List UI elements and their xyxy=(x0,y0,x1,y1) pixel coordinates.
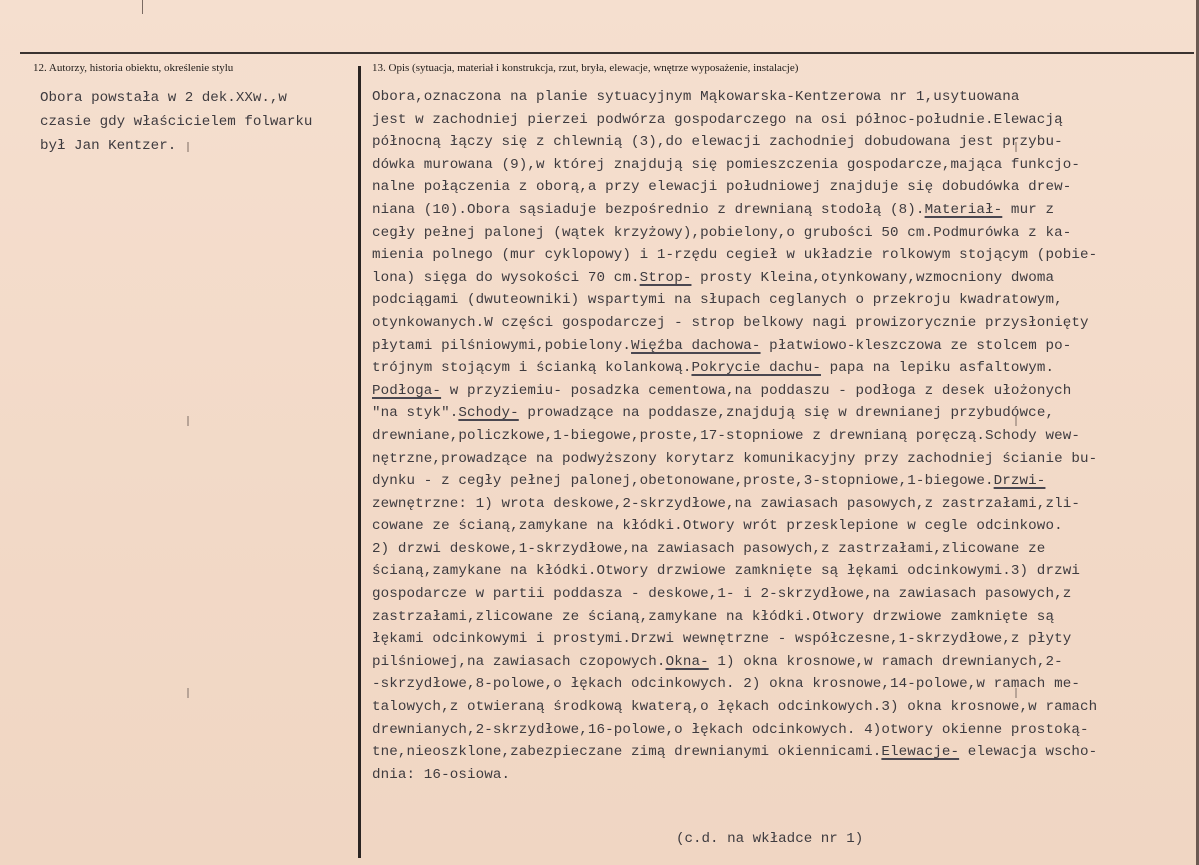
text-segment: pilśniowej,na zawiasach czopowych. xyxy=(372,653,666,670)
text-segment: podciągami (dwuteowniki) wspartymi na słupach ceglanych o przekroju kwadratowym, xyxy=(372,292,1063,309)
text-line: Obora powstała w 2 dek.XXw.,w xyxy=(40,90,287,106)
text-segment: trójnym stojącym i ścianką kolankową. xyxy=(372,360,692,377)
text-line: był Jan Kentzer. xyxy=(40,138,177,154)
text-line xyxy=(372,335,1097,358)
description-text xyxy=(372,86,1097,786)
text-line xyxy=(372,719,1097,742)
text-line xyxy=(372,696,1097,719)
text-line: czasie gdy właścicielem folwarku xyxy=(40,114,313,130)
text-segment: płytami pilśniowymi,pobielony. xyxy=(372,337,632,354)
section-keyword: Elewacje- xyxy=(881,744,960,761)
text-segment: północną łączy się z chlewnią (3),do elewacji zachodniej dobudowana jest przybu- xyxy=(372,134,1063,151)
text-line xyxy=(372,628,1097,651)
text-segment: mur z xyxy=(1002,201,1055,218)
text-line xyxy=(372,470,1097,493)
paper-mark xyxy=(187,416,189,426)
text-segment: zastrzałami,zlicowane ze ścianą,zamykane na kłódki.Otwory drzwiowe zamknięte są xyxy=(372,608,1055,625)
text-line xyxy=(372,86,1097,109)
text-segment: 2) drzwi deskowe,1-skrzydłowe,na zawiasach pasowych,z zastrzałami,zlicowane ze xyxy=(372,540,1046,557)
text-segment: niana (10).Obora sąsiaduje bezpośrednio z drewnianą stodołą (8). xyxy=(372,201,925,218)
text-line xyxy=(372,448,1097,471)
text-line xyxy=(372,764,1097,787)
text-segment: płatwiowo-kleszczowa ze stolcem po- xyxy=(760,337,1072,354)
text-line xyxy=(372,606,1097,629)
text-line xyxy=(372,741,1097,764)
text-line xyxy=(372,583,1097,606)
text-segment: zewnętrzne: 1) wrota deskowe,2-skrzydłowe,na zawiasach pasowych,z zastrzałami,zli- xyxy=(372,495,1080,512)
text-segment: cowane ze ścianą,zamykane na kłódki.Otwory wrót przesklepione w cegle odcinkowo. xyxy=(372,518,1063,535)
text-segment: elewacja wscho- xyxy=(959,744,1098,761)
text-segment: nętrzne,prowadzące na podwyższony korytarz komunikacyjny przy zachodniej ścianie bu- xyxy=(372,450,1098,467)
text-line xyxy=(372,560,1097,583)
text-segment: papa na lepiku asfaltowym. xyxy=(820,360,1055,377)
text-line xyxy=(372,154,1097,177)
text-line xyxy=(372,673,1097,696)
text-line xyxy=(372,357,1097,380)
section-keyword: Więźba dachowa- xyxy=(631,337,761,354)
text-segment: "na styk". xyxy=(372,405,459,422)
text-segment: mienia polnego (mur cyklopowy) i 1-rzędu cegieł w układzie rolkowym stojącym (pobie- xyxy=(372,247,1098,264)
text-segment: ścianą,zamykane na kłódki.Otwory drzwiowe zamknięte są łękami odcinkowymi.3) drzwi xyxy=(372,563,1080,580)
text-line xyxy=(372,109,1097,132)
text-line xyxy=(372,199,1097,222)
text-segment: dnia: 16-osiowa. xyxy=(372,766,511,783)
text-line xyxy=(372,244,1097,267)
paper-mark xyxy=(187,688,189,698)
text-segment: 1) okna krosnowe,w ramach drewnianych,2- xyxy=(708,653,1063,670)
text-line xyxy=(372,131,1097,154)
text-line xyxy=(372,493,1097,516)
text-segment: -skrzydłowe,8-polowe,o łękach odcinkowych. 2) okna krosnowe,14-polowe,w ramach me- xyxy=(372,676,1080,693)
text-line xyxy=(372,402,1097,425)
history-text xyxy=(40,86,312,158)
section-keyword: Podłoga- xyxy=(372,382,442,399)
section-keyword: Schody- xyxy=(458,405,519,422)
section-keyword: Okna- xyxy=(665,653,709,670)
text-line xyxy=(372,312,1097,335)
text-segment: cegły pełnej palonej (wątek krzyżowy),pobielony,o grubości 50 cm.Podmurówka z ka- xyxy=(372,224,1072,241)
text-line xyxy=(372,267,1097,290)
text-line xyxy=(372,425,1097,448)
text-segment: dynku - z cegły pełnej palonej,obetonowane,proste,3-stopniowe,1-biegowe. xyxy=(372,473,994,490)
text-segment: otynkowanych.W części gospodarczej - strop belkowy nagi prowizorycznie przysłonięty xyxy=(372,314,1089,331)
header-rule xyxy=(20,52,1194,54)
section-12-header: 12. Autorzy, historia obiektu, określenie stylu xyxy=(33,62,234,74)
text-segment: dówka murowana (9),w której znajdują się pomieszczenia gospodarcze,mająca funkcjo- xyxy=(372,156,1080,173)
text-line xyxy=(372,651,1097,674)
text-segment: drewniane,policzkowe,1-biegowe,proste,17-stopniowe z drewnianą poręczą.Schody wew- xyxy=(372,427,1080,444)
text-segment: talowych,z otwieraną środkową kwaterą,o łękach odcinkowych.3) okna krosnowe,w ramach xyxy=(372,699,1098,716)
text-line xyxy=(372,176,1097,199)
text-segment: lona) sięga do wysokości 70 cm. xyxy=(372,269,640,286)
text-segment: prosty Kleina,otynkowany,wzmocniony dwoma xyxy=(691,269,1055,286)
text-segment: tne,nieoszklone,zabezpieczane zimą drewnianymi okiennicami. xyxy=(372,744,882,761)
text-line xyxy=(372,289,1097,312)
text-segment: jest w zachodniej pierzei podwórza gospodarczego na osi północ-południe.Elewacją xyxy=(372,111,1063,128)
text-segment: prowadzące na poddasze,znajdują się w drewnianej przybudówce, xyxy=(518,405,1055,422)
text-segment: w przyziemiu- posadzka cementowa,na poddaszu - podłoga z desek ułożonych xyxy=(441,382,1072,399)
text-segment: drewnianych,2-skrzydłowe,16-polowe,o łękach odcinkowych. 4)otwory okienne prostoką- xyxy=(372,721,1089,738)
text-line xyxy=(372,515,1097,538)
continuation-note: (c.d. na wkładce nr 1) xyxy=(676,831,864,847)
text-line xyxy=(372,538,1097,561)
section-keyword: Strop- xyxy=(639,269,692,286)
section-keyword: Materiał- xyxy=(924,201,1003,218)
text-segment: Obora,oznaczona na planie sytuacyjnym Mąkowarska-Kentzerowa nr 1,usytuowana xyxy=(372,89,1020,105)
section-keyword: Drzwi- xyxy=(993,473,1046,490)
section-keyword: Pokrycie dachu- xyxy=(691,360,821,377)
text-line xyxy=(372,222,1097,245)
top-tick-mark xyxy=(142,0,143,14)
text-segment: nalne połączenia z oborą,a przy elewacji południowej znajduje się dobudówka drew- xyxy=(372,179,1072,196)
column-divider xyxy=(358,66,361,858)
section-13-header: 13. Opis (sytuacja, materiał i konstrukcja, rzut, bryła, elewacje, wnętrze wyposażenie, instalacje) xyxy=(372,62,799,74)
text-segment: gospodarcze w partii poddasza - deskowe,1- i 2-skrzydłowe,na zawiasach pasowych,z xyxy=(372,586,1072,603)
text-segment: łękami odcinkowymi i prostymi.Drzwi wewnętrzne - współczesne,1-skrzydłowe,z płyty xyxy=(372,631,1072,648)
text-line xyxy=(372,380,1097,403)
